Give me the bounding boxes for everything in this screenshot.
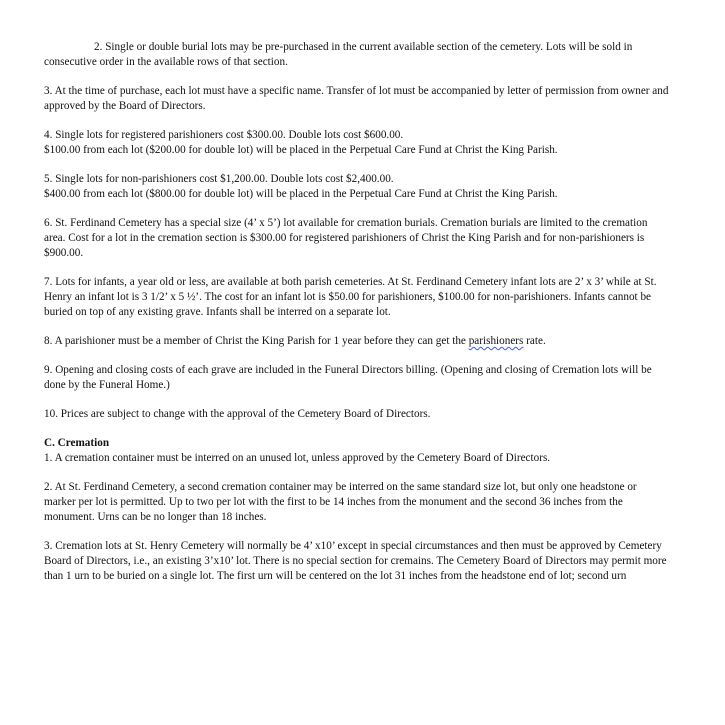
paragraph-5-line-2: $400.00 from each lot ($800.00 for double lot) will be placed in the Perpetual Care Fund at Christ the King Parish.	[44, 188, 558, 200]
paragraph-5-line-1: 5. Single lots for non-parishioners cost $1,200.00. Double lots cost $2,400.00.	[44, 173, 394, 185]
paragraph-4	[44, 128, 671, 158]
cremation-item-3: 3. Cremation lots at St. Henry Cemetery will normally be 4’ x10’ except in special circumstances and then must be approved by Cemetery Board of Directors, i.e., an existing 3’x10’ lot. There is no special section for cremains. The Cemetery Board of Directors may permit more than 1 urn to be buried on a single lot. The first urn will be centered on the lot 31 inches from the headstone end of lot; second urn	[44, 540, 667, 582]
cremation-item-2: 2. At St. Ferdinand Cemetery, a second cremation container may be interred on the same standard size lot, but only one headstone or marker per lot is permitted. Up to two per lot with the first to be 14 inches from the monument and the second 36 inches from the monument. Urns can be no longer than 18 inches.	[44, 481, 637, 523]
paragraph-8-text-end: rate.	[523, 335, 546, 347]
paragraph-6: 6. St. Ferdinand Cemetery has a special size (4’ x 5’) lot available for cremation burials. Cremation burials are limited to the cremation area. Cost for a lot in the cremation section is $300.00 for registered parishioners of Christ the King Parish and for non-parishioners is $900.00.	[44, 217, 648, 259]
paragraph-7: 7. Lots for infants, a year old or less, are available at both parish cemeteries. At St. Ferdinand Cemetery infant lots are 2’ x 3’ while at St. Henry an infant lot is 3 1/2’ x 5 ½’. The cost for an infant lot is $50.00 for parishioners, $100.00 for non-parishioners. Infants cannot be buried on top of any existing grave. Infants shall be interred on a separate lot.	[44, 276, 657, 318]
paragraph-2: 2. Single or double burial lots may be pre-purchased in the current available section of the cemetery. Lots will be sold in consecutive order in the available rows of that section.	[44, 41, 633, 68]
paragraph-4-line-2: $100.00 from each lot ($200.00 for double lot) will be placed in the Perpetual Care Fund at Christ the King Parish.	[44, 144, 558, 156]
paragraph-9: 9. Opening and closing costs of each grave are included in the Funeral Directors billing. (Opening and closing of Cremation lots will be done by the Funeral Home.)	[44, 364, 652, 391]
paragraph-10: 10. Prices are subject to change with the approval of the Cemetery Board of Directors.	[44, 408, 431, 420]
paragraph-8-text-start: 8. A parishioner must be a member of Christ the King Parish for 1 year before they can get the	[44, 335, 469, 347]
spellcheck-underlined-word: parishioners	[468, 335, 524, 347]
paragraph-8	[44, 334, 671, 349]
cremation-item-1: 1. A cremation container must be interred on an unused lot, unless approved by the Cemetery Board of Directors.	[44, 452, 551, 464]
paragraph-5	[44, 172, 671, 202]
paragraph-3: 3. At the time of purchase, each lot must have a specific name. Transfer of lot must be accompanied by letter of permission from owner and approved by the Board of Directors.	[44, 85, 669, 112]
section-c-heading: C. Cremation	[44, 437, 110, 449]
paragraph-4-line-1: 4. Single lots for registered parishioners cost $300.00. Double lots cost $600.00.	[44, 129, 404, 141]
